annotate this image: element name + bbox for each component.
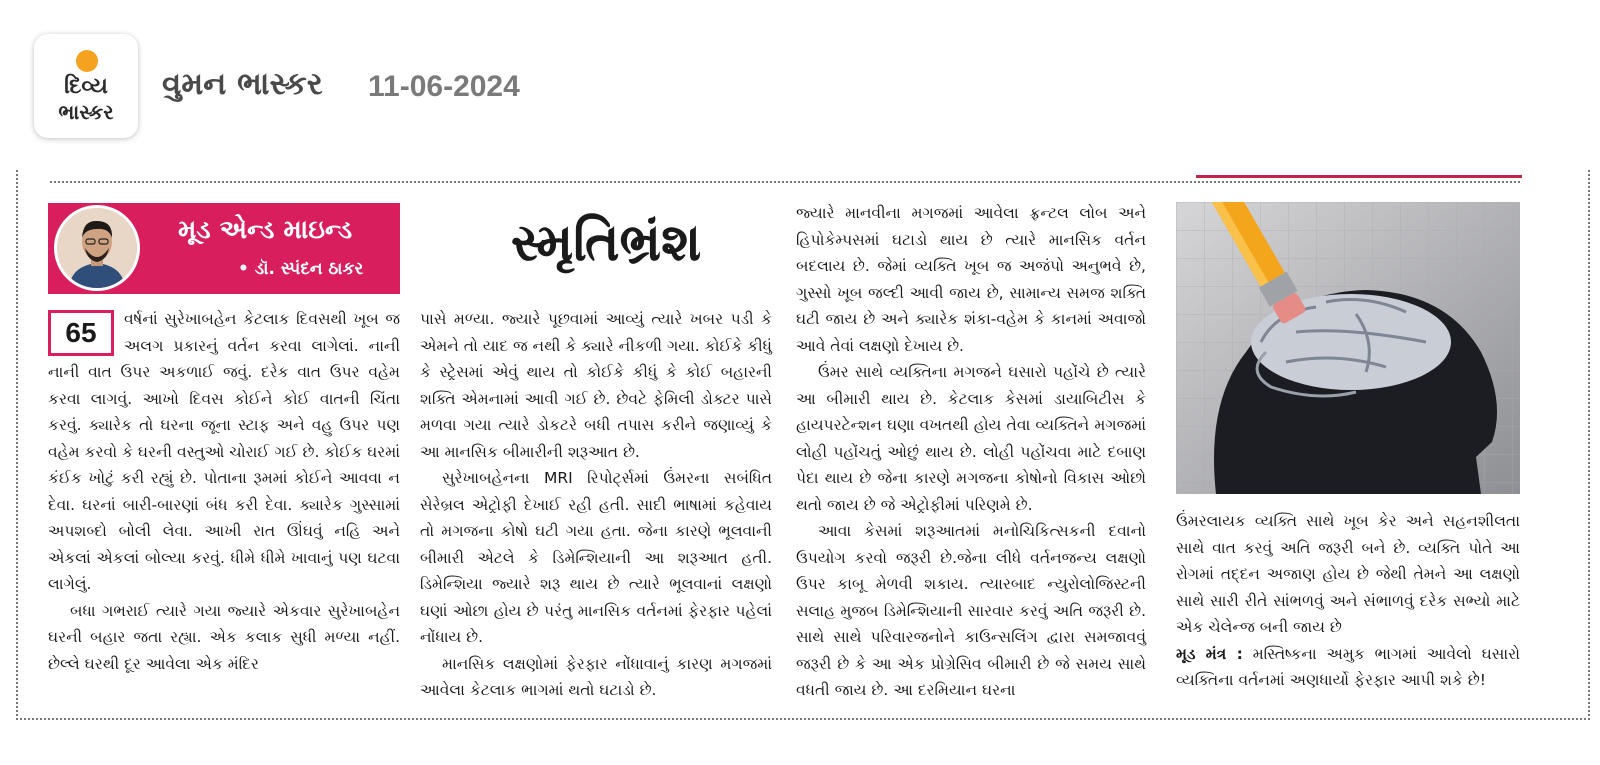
age-box: 65 (48, 310, 114, 356)
column-3-para-1: જ્યારે માનવીના મગજમાં આવેલા ફ્રન્ટલ લોબ અને હિપોકેમ્પસમાં ઘટાડો થાય છે ત્યારે માનસિક વર્તન બદલાય છે. જેમાં વ્યક્તિ ખૂબ જ અજંપો અનુભવે છે, ગુસ્સો ખૂબ જલ્દી આવી જાય છે, સામાન્ય સમજ શક્તિ ઘટી જાય છે અને ક્યારેક શંકા-વહેમ કે કાનમાં અવાજો આવે તેવાં લક્ષણો દેખાય છે. (796, 204, 1146, 355)
column-title: મૂડ એન્ડ માઇન્ડ (178, 215, 353, 245)
brain-eraser-icon (1176, 202, 1520, 494)
mood-mantra (1176, 641, 1520, 694)
accent-rule (1196, 175, 1522, 178)
article-column-4 (1176, 508, 1520, 694)
logo-line2: ભાસ્કર (58, 100, 114, 124)
column-1-para-2: બધા ગભરાઈ ત્યારે ગયા જ્યારે એકવાર સુરેખાબહેન ઘરની બહાર જતા રહ્યા. એક કલાક સુધી મળ્યા નહીં. છેલ્લે ઘરથી દૂર આવેલા એક મંદિર (48, 601, 400, 673)
divya-bhaskar-logo[interactable] (34, 34, 138, 138)
article-column-3 (796, 200, 1146, 704)
publication-date: 11-06-2024 (368, 70, 520, 103)
publication-name: વુમન ભાસ્કર (162, 66, 323, 102)
article-column-2 (420, 306, 772, 704)
column-3-para-3: આવા કેસમાં શરૂઆતમાં મનોચિકિત્સકની દવાનો ઉપયોગ કરવો જરૂરી છે.જેના લીધે વર્તનજન્ય લક્ષણો ઉપર કાબૂ મેળવી શકાય. ત્યારબાદ ન્યુરોલોજિસ્ટની સલાહ મુજબ ડિમેન્શિયાની સારવાર કરવું અતિ જરૂરી છે. સાથે સાથે પરિવારજનોને કાઉન્સલિંગ દ્વારા સમજાવવું જરૂરી છે કે આ એક પ્રોગ્રેસિવ બીમારી છે જે સમય સાથે વધતી જાય છે. આ દરમિયાન ઘરના (796, 522, 1146, 699)
column-2-para-1: પાસે મળ્યા. જ્યારે પૂછવામાં આવ્યું ત્યારે ખબર પડી કે એમને તો યાદ જ નથી કે ક્યારે નીકળી ગયા. કોઈકે કીધું કે સ્ટ્રેસમાં એવું થાય તો કોઈકે કીધું કે કોઈ બહારની શક્તિ એમનામાં આવી ગઈ છે. છેવટે ફેમિલી ડોક્ટર પાસે મળવા ગયા ત્યારે ડોકટરે બધી તપાસ કરીને જણાવ્યું કે આ માનસિક બીમારીની શરૂઆત છે. (420, 310, 772, 461)
author-portrait-icon (57, 208, 137, 288)
author-avatar (54, 205, 140, 291)
column-2-para-2: સુરેખાબહેનના MRI રિપોર્ટ્સમાં ઉંમરના સબંધિત સેરેબ્રલ એટ્રોફી દેખાઈ રહી હતી. સાદી ભાષામાં કહેવાય તો મગજના કોષો ઘટી ગયા હતા. જેના કારણે ભૂલવાની બીમારી એટલે કે ડિમેન્શિયાની આ શરૂઆત હતી. ડિમેન્શિયા જ્યારે શરૂ થાય છે ત્યારે ભૂલવાનાં લક્ષણો ઘણાં ઓછા હોય છે પરંતુ માનસિક વર્તનમાં ફેરફાર પહેલાં નોંધાય છે. (420, 469, 772, 646)
mood-mantra-label: મૂડ મંત્ર : (1176, 644, 1243, 663)
brain-pencil-illustration (1176, 202, 1520, 494)
article-title: સ્મૃતિભ્રંશ (510, 212, 702, 273)
column-1-para-1-text: વર્ષનાં સુરેખાબહેન કેટલાક દિવસથી ખૂબ જ અલગ પ્રકારનું વર્તન કરવા લાગેલાં. નાની નાની વાત ઉપર અકળાઈ જવું. દરેક વાત ઉપર વહેમ કરવા લાગવું. આખો દિવસ કોઈને કોઈ વાતની ચિંતા કરવું. ક્યારેક તો ઘરના જૂના સ્ટાફ અને વહુ ઉપર પણ વહેમ કરવો કે ઘરની વસ્તુઓ ચોરાઈ ગઈ છે. કોઈક ઘરમાં કંઈક ખોટું કરી રહ્યું છે. પોતાના રૂમમાં કોઈને આવવા ન દેવા. ઘરનાં બારી-બારણાં બંધ કરી દેવા. ક્યારેક ગુસ્સામાં અપશબ્દો બોલી લેવા. આખી રાત ઊંઘવું નહિ અને એકલાં એકલાં બોલ્યા કરવું. ધીમે ધીમે ખાવાનું પણ ઘટવા લાગેલું. (48, 310, 400, 593)
column-3-para-2: ઉંમર સાથે વ્યક્તિના મગજને ઘસારો પહોંચે છે ત્યારે આ બીમારી થાય છે. કેટલાક કેસમાં ડાયાબિટીસ કે હાયપરટેન્શન ઘણા વખતથી હોય તેવા વ્યક્તિને મગજમાં લોહી પહોંચતું ઓછું થાય છે. લોહી પહોંચવા માટે દબાણ પેદા થાય છે જેના કારણે મગજના કોષોનો વિકાસ ઓછો થતો જાય છે જે એટ્રોફીમાં પરિણમે છે. (796, 363, 1147, 514)
top-dotted-divider (50, 181, 1520, 183)
column-4-para-1: ઉંમરલાયક વ્યક્તિ સાથે ખૂબ કેર અને સહનશીલતા સાથે વાત કરવું અતિ જરૂરી બને છે. વ્યક્તિ પોતે આ રોગમાં તદ્દન અજાણ હોય છે જેથી તેમને આ લક્ષણો સાથે સારી રીતે સાંભળવું અને સંભાળવું દરેક સભ્યો માટે એક ચેલેન્જ બની જાય છે (1176, 512, 1520, 636)
article-column-1 (48, 306, 400, 677)
column-1-para-1 (48, 306, 400, 598)
mood-mantra-text: મસ્તિષ્કના અમુક ભાગમાં આવેલો ઘસારો વ્યક્તિના વર્તનમાં અણધાર્યો ફેરફાર આપી શકે છે! (1176, 644, 1521, 689)
author-name: • ડૉ. સ્પંદન ઠાકર (238, 259, 364, 279)
logo-line1: દિવ્ય (64, 74, 108, 99)
column-header (48, 203, 400, 294)
logo-sun-icon (76, 50, 98, 72)
column-2-para-3: માનસિક લક્ષણોમાં ફેરફાર નોંધાવાનું કારણ મગજમાં આવેલા કેટલાક ભાગમાં થતો ઘટાડો છે. (420, 654, 772, 699)
